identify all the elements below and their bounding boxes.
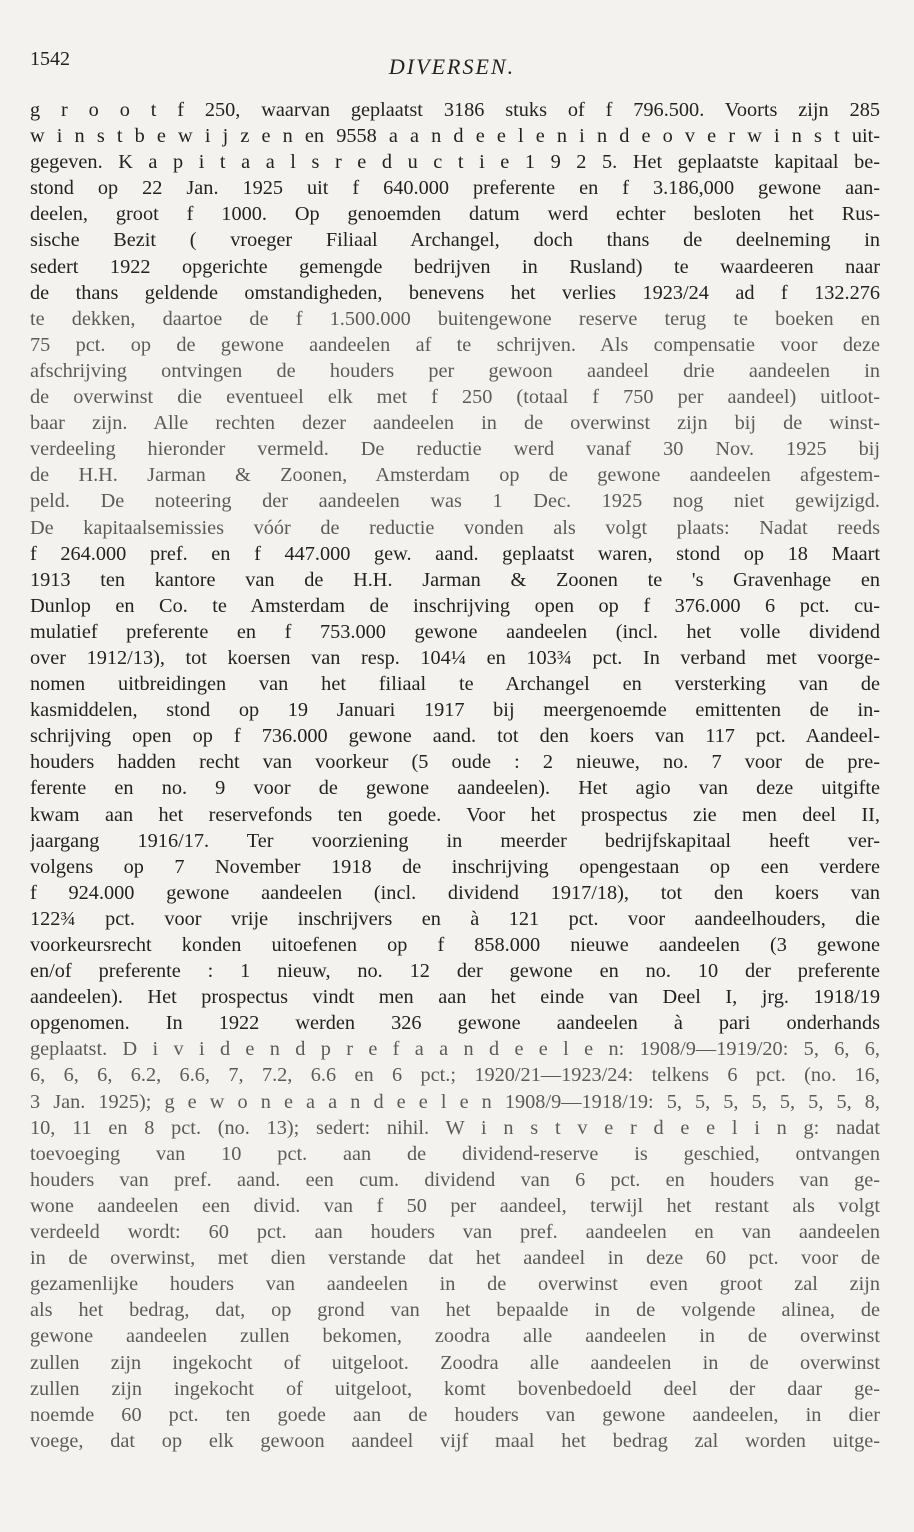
text-line: zullen zijn ingekocht of uitgeloot. Zoodra alle aandeelen in de overwinst: [30, 1351, 880, 1374]
text-line: stond op 22 Jan. 1925 uit f 640.000 preferente en f 3.186,000 gewone aan-: [30, 177, 880, 200]
text-line: kasmiddelen, stond op 19 Januari 1917 bij meergenoemde emittenten de in-: [30, 699, 880, 722]
text-line: en/of preferente : 1 nieuw, no. 12 der gewone en no. 10 der preferente: [30, 960, 880, 983]
text-line: voege, dat op elk gewoon aandeel vijf maal het bedrag zal worden uitge-: [30, 1429, 880, 1452]
text-line: mulatief preferente en f 753.000 gewone aandeelen (incl. het volle dividend: [30, 620, 880, 643]
text-line: gezamenlijke houders van aandeelen in de overwinst even groot zal zijn: [30, 1273, 880, 1296]
text-line: afschrijving ontvingen de houders per gewoon aandeel drie aandeelen in: [30, 359, 880, 382]
text-line: f 264.000 pref. en f 447.000 gew. aand. geplaatst waren, stond op 18 Maart: [30, 542, 880, 565]
text-line: te dekken, daartoe de f 1.500.000 buitengewone reserve terug te boeken en: [30, 307, 880, 330]
text-line: de overwinst die eventueel elk met f 250 (totaal f 750 per aandeel) uitloot-: [30, 386, 880, 409]
text-line: geplaatst. D i v i d e n d p r e f a a n d e e l e n: 1908/9—1919/20: 5, 6, 6,: [30, 1038, 880, 1061]
text-line: De kapitaalsemissies vóór de reductie vonden als volgt plaats: Nadat reeds: [30, 516, 880, 539]
text-line: toevoeging van 10 pct. aan de dividend-reserve is geschied, ontvangen: [30, 1142, 880, 1165]
text-line: 3 Jan. 1925); g e w o n e a a n d e e l e n 1908/9—1918/19: 5, 5, 5, 5, 5, 5, 5, 8,: [30, 1090, 880, 1113]
text-line: als het bedrag, dat, op grond van het bepaalde in de volgende alinea, de: [30, 1299, 880, 1322]
text-line: 122¾ pct. voor vrije inschrijvers en à 121 pct. voor aandeelhouders, die: [30, 907, 880, 930]
text-line: w i n s t b e w i j z e n en 9558 a a n d e e l e n i n d e o v e r w i n s t uit-: [30, 125, 880, 148]
text-line: g r o o t f 250, waarvan geplaatst 3186 stuks of f 796.500. Voorts zijn 285: [30, 99, 880, 121]
text-line: 6, 6, 6, 6.2, 6.6, 7, 7.2, 6.6 en 6 pct.; 1920/21—1923/24: telkens 6 pct. (no. 16,: [30, 1064, 880, 1087]
text-line: gegeven. K a p i t a a l s r e d u c t i e 1 9 2 5. Het geplaatste kapitaal be-: [30, 151, 880, 174]
text-line: jaargang 1916/17. Ter voorziening in meerder bedrijfskapitaal heeft ver-: [30, 829, 880, 852]
text-line: 75 pct. op de gewone aandeelen af te schrijven. Als compensatie voor deze: [30, 333, 880, 356]
text-line: houders van pref. aand. een cum. dividend van 6 pct. en houders van ge-: [30, 1168, 880, 1191]
text-line: zullen zijn ingekocht of uitgeloot, komt bovenbedoeld deel der daar ge-: [30, 1377, 880, 1400]
text-line: volgens op 7 November 1918 de inschrijving opengestaan op een verdere: [30, 855, 880, 878]
text-line: verdeeling hieronder vermeld. De reductie werd vanaf 30 Nov. 1925 bij: [30, 438, 880, 461]
text-line: baar zijn. Alle rechten dezer aandeelen in de overwinst zijn bij de winst-: [30, 412, 880, 435]
page-header: [30, 48, 874, 88]
text-line: f 924.000 gewone aandeelen (incl. dividend 1917/18), tot den koers van: [30, 881, 880, 904]
text-line: de thans geldende omstandigheden, benevens het verlies 1923/24 ad f 132.276: [30, 281, 880, 304]
text-line: gewone aandeelen zullen bekomen, zoodra alle aandeelen in de overwinst: [30, 1325, 880, 1348]
text-line: over 1912/13), tot koersen van resp. 104¼ en 103¾ pct. In verband met voorge-: [30, 646, 880, 669]
text-line: aandeelen). Het prospectus vindt men aan het einde van Deel I, jrg. 1918/19: [30, 986, 880, 1009]
text-line: kwam aan het reservefonds ten goede. Voor het prospectus zie men deel II,: [30, 803, 880, 826]
text-line: 1913 ten kantore van de H.H. Jarman & Zoonen te 's Gravenhage en: [30, 568, 880, 591]
text-line: wone aandeelen een divid. van f 50 per aandeel, terwijl het restant als volgt: [30, 1194, 880, 1217]
text-line: nomen uitbreidingen van het filiaal te Archangel en versterking van de: [30, 673, 880, 696]
text-line: peld. De noteering der aandeelen was 1 Dec. 1925 nog niet gewijzigd.: [30, 490, 880, 513]
text-line: opgenomen. In 1922 werden 326 gewone aandeelen à pari onderhands: [30, 1012, 880, 1035]
text-line: de H.H. Jarman & Zoonen, Amsterdam op de gewone aandeelen afgestem-: [30, 464, 880, 487]
text-line: voorkeursrecht konden uitoefenen op f 858.000 nieuwe aandeelen (3 gewone: [30, 934, 880, 956]
text-line: sische Bezit ( vroeger Filiaal Archangel, doch thans de deelneming in: [30, 229, 880, 252]
text-line: houders hadden recht van voorkeur (5 oude : 2 nieuwe, no. 7 voor de pre-: [30, 751, 880, 774]
text-line: noemde 60 pct. ten goede aan de houders van gewone aandeelen, in dier: [30, 1403, 880, 1426]
text-line: verdeeld wordt: 60 pct. aan houders van pref. aandeelen en van aandeelen: [30, 1221, 880, 1244]
page-number: 1542: [30, 48, 70, 70]
text-line: in de overwinst, met dien verstande dat het aandeel in deze 60 pct. voor de: [30, 1247, 880, 1270]
text-line: Dunlop en Co. te Amsterdam de inschrijving open op f 376.000 6 pct. cu-: [30, 594, 880, 617]
text-line: sedert 1922 opgerichte gemengde bedrijven in Rusland) te waardeeren naar: [30, 255, 880, 278]
text-line: deelen, groot f 1000. Op genoemden datum werd echter besloten het Rus-: [30, 203, 880, 226]
body-text: [30, 97, 880, 1454]
text-line: ferente en no. 9 voor de gewone aandeelen). Het agio van deze uitgifte: [30, 777, 880, 800]
running-title: DIVERSEN.: [388, 54, 516, 79]
text-line: 10, 11 en 8 pct. (no. 13); sedert: nihil. W i n s t v e r d e e l i n g: nadat: [30, 1116, 880, 1139]
text-line: schrijving open op f 736.000 gewone aand. tot den koers van 117 pct. Aandeel-: [30, 725, 880, 748]
